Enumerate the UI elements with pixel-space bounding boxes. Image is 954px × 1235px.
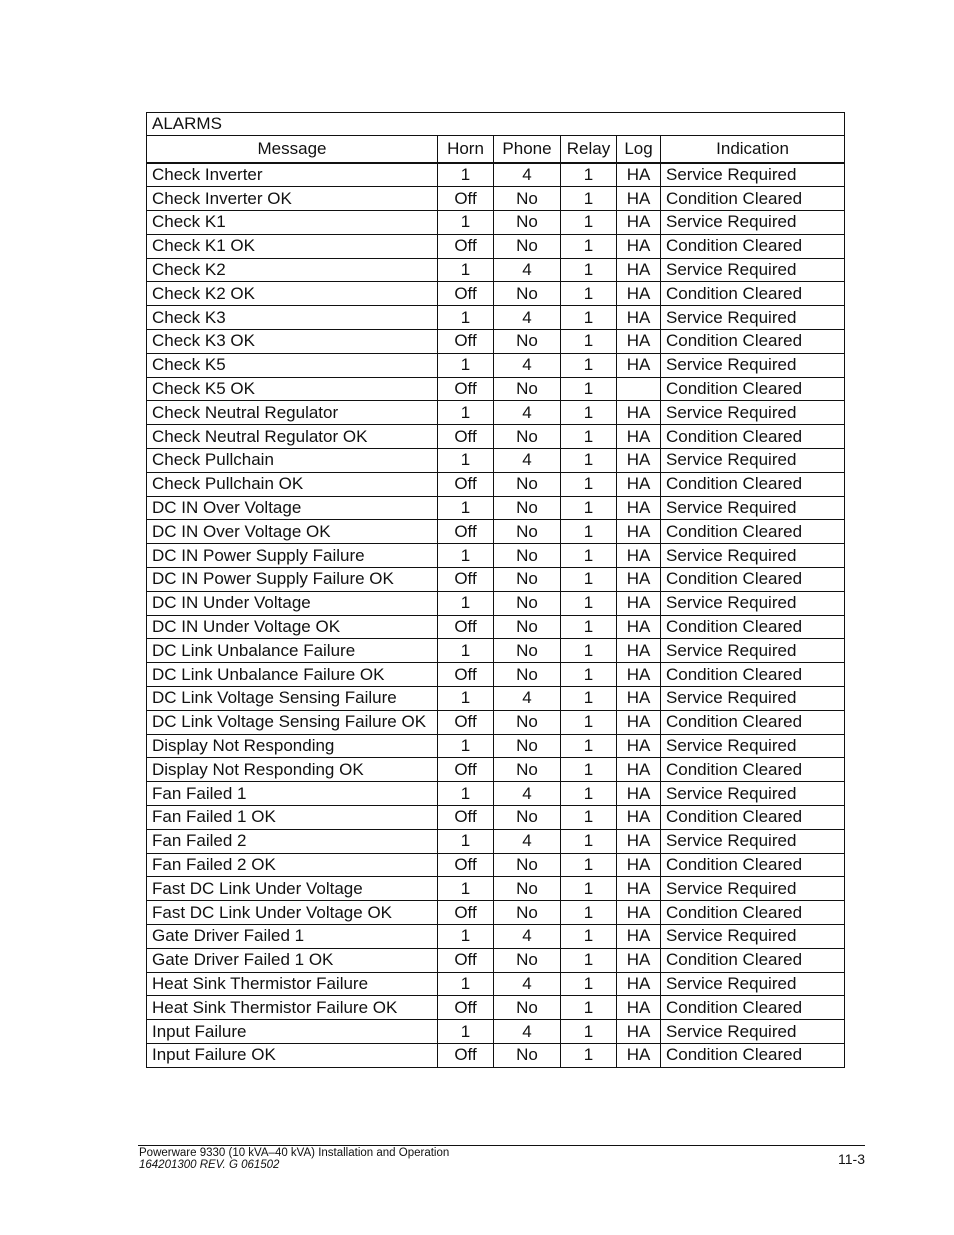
cell-horn: Off	[438, 520, 494, 544]
cell-message: Display Not Responding	[147, 734, 438, 758]
cell-indication: Condition Cleared	[661, 425, 845, 449]
table-row	[147, 734, 845, 758]
page-number: 11-3	[838, 1151, 865, 1167]
cell-horn: Off	[438, 1043, 494, 1067]
cell-indication: Service Required	[661, 1020, 845, 1044]
cell-log	[617, 377, 661, 401]
cell-relay: 1	[561, 687, 617, 711]
table-body	[147, 163, 845, 1067]
cell-horn: 1	[438, 353, 494, 377]
cell-log: HA	[617, 568, 661, 592]
cell-message: Check K1 OK	[147, 234, 438, 258]
cell-phone: No	[494, 710, 561, 734]
cell-indication: Service Required	[661, 591, 845, 615]
header-horn: Horn	[438, 136, 494, 164]
cell-log: HA	[617, 972, 661, 996]
cell-relay: 1	[561, 996, 617, 1020]
cell-horn: 1	[438, 211, 494, 235]
cell-phone: No	[494, 901, 561, 925]
cell-message: DC IN Over Voltage OK	[147, 520, 438, 544]
cell-log: HA	[617, 401, 661, 425]
cell-horn: 1	[438, 829, 494, 853]
cell-phone: No	[494, 568, 561, 592]
cell-log: HA	[617, 520, 661, 544]
cell-horn: Off	[438, 187, 494, 211]
table-row	[147, 758, 845, 782]
cell-indication: Condition Cleared	[661, 615, 845, 639]
table-row	[147, 520, 845, 544]
cell-message: Fast DC Link Under Voltage OK	[147, 901, 438, 925]
header-phone: Phone	[494, 136, 561, 164]
cell-phone: No	[494, 615, 561, 639]
cell-phone: No	[494, 948, 561, 972]
cell-phone: No	[494, 425, 561, 449]
cell-message: Check K2	[147, 258, 438, 282]
cell-phone: No	[494, 1043, 561, 1067]
cell-message: Check Pullchain	[147, 449, 438, 473]
cell-log: HA	[617, 877, 661, 901]
cell-phone: No	[494, 663, 561, 687]
cell-phone: No	[494, 758, 561, 782]
cell-horn: 1	[438, 925, 494, 949]
cell-message: Gate Driver Failed 1 OK	[147, 948, 438, 972]
cell-horn: 1	[438, 544, 494, 568]
table-row	[147, 1020, 845, 1044]
table-row	[147, 401, 845, 425]
cell-phone: No	[494, 639, 561, 663]
cell-indication: Service Required	[661, 449, 845, 473]
cell-phone: 4	[494, 258, 561, 282]
table-header-row	[147, 136, 845, 164]
cell-horn: 1	[438, 306, 494, 330]
cell-phone: No	[494, 520, 561, 544]
cell-log: HA	[617, 853, 661, 877]
cell-indication: Service Required	[661, 401, 845, 425]
cell-message: Check Neutral Regulator	[147, 401, 438, 425]
table-row	[147, 187, 845, 211]
cell-relay: 1	[561, 829, 617, 853]
header-relay: Relay	[561, 136, 617, 164]
cell-horn: Off	[438, 234, 494, 258]
cell-log: HA	[617, 829, 661, 853]
cell-message: Heat Sink Thermistor Failure OK	[147, 996, 438, 1020]
cell-message: DC IN Over Voltage	[147, 496, 438, 520]
table-row	[147, 948, 845, 972]
cell-phone: 4	[494, 401, 561, 425]
table-row	[147, 782, 845, 806]
cell-phone: No	[494, 853, 561, 877]
cell-phone: No	[494, 234, 561, 258]
cell-log: HA	[617, 996, 661, 1020]
cell-relay: 1	[561, 353, 617, 377]
cell-log: HA	[617, 187, 661, 211]
table-row	[147, 877, 845, 901]
cell-message: Input Failure	[147, 1020, 438, 1044]
cell-horn: 1	[438, 687, 494, 711]
cell-indication: Condition Cleared	[661, 710, 845, 734]
table-title: ALARMS	[147, 113, 845, 136]
table-row	[147, 972, 845, 996]
cell-horn: Off	[438, 996, 494, 1020]
table-row	[147, 472, 845, 496]
cell-phone: 4	[494, 449, 561, 473]
cell-phone: No	[494, 734, 561, 758]
table-row	[147, 615, 845, 639]
cell-phone: No	[494, 544, 561, 568]
cell-message: Check K5 OK	[147, 377, 438, 401]
cell-phone: No	[494, 472, 561, 496]
table-row	[147, 901, 845, 925]
cell-horn: Off	[438, 806, 494, 830]
cell-indication: Service Required	[661, 925, 845, 949]
cell-indication: Condition Cleared	[661, 853, 845, 877]
cell-horn: 1	[438, 163, 494, 187]
cell-indication: Service Required	[661, 829, 845, 853]
cell-log: HA	[617, 948, 661, 972]
cell-indication: Condition Cleared	[661, 996, 845, 1020]
footer-document-title: Powerware 9330 (10 kVA–40 kVA) Installation and Operation	[139, 1147, 450, 1159]
cell-phone: No	[494, 806, 561, 830]
cell-indication: Service Required	[661, 163, 845, 187]
cell-phone: No	[494, 996, 561, 1020]
alarms-table	[146, 112, 845, 1068]
cell-log: HA	[617, 687, 661, 711]
cell-indication: Condition Cleared	[661, 187, 845, 211]
cell-indication: Service Required	[661, 258, 845, 282]
table-row	[147, 829, 845, 853]
cell-log: HA	[617, 496, 661, 520]
cell-log: HA	[617, 330, 661, 354]
table-row	[147, 1043, 845, 1067]
cell-horn: 1	[438, 877, 494, 901]
table-row	[147, 353, 845, 377]
cell-message: Check K2 OK	[147, 282, 438, 306]
table-row	[147, 591, 845, 615]
cell-indication: Service Required	[661, 353, 845, 377]
cell-log: HA	[617, 306, 661, 330]
cell-relay: 1	[561, 853, 617, 877]
cell-phone: No	[494, 187, 561, 211]
cell-indication: Service Required	[661, 687, 845, 711]
cell-relay: 1	[561, 663, 617, 687]
cell-indication: Condition Cleared	[661, 520, 845, 544]
cell-message: Check K1	[147, 211, 438, 235]
cell-indication: Condition Cleared	[661, 901, 845, 925]
cell-indication: Service Required	[661, 972, 845, 996]
cell-log: HA	[617, 211, 661, 235]
table-row	[147, 377, 845, 401]
cell-log: HA	[617, 758, 661, 782]
cell-indication: Condition Cleared	[661, 234, 845, 258]
cell-indication: Service Required	[661, 782, 845, 806]
cell-message: Fan Failed 1	[147, 782, 438, 806]
cell-horn: Off	[438, 758, 494, 782]
cell-relay: 1	[561, 449, 617, 473]
cell-log: HA	[617, 282, 661, 306]
cell-log: HA	[617, 353, 661, 377]
cell-horn: 1	[438, 258, 494, 282]
cell-message: Fan Failed 1 OK	[147, 806, 438, 830]
cell-message: DC IN Under Voltage OK	[147, 615, 438, 639]
cell-log: HA	[617, 710, 661, 734]
cell-indication: Service Required	[661, 544, 845, 568]
cell-indication: Service Required	[661, 211, 845, 235]
cell-message: Check K5	[147, 353, 438, 377]
cell-phone: 4	[494, 163, 561, 187]
cell-phone: No	[494, 282, 561, 306]
cell-indication: Condition Cleared	[661, 282, 845, 306]
table-row	[147, 449, 845, 473]
cell-message: Fan Failed 2 OK	[147, 853, 438, 877]
cell-relay: 1	[561, 472, 617, 496]
table-row	[147, 544, 845, 568]
cell-phone: 4	[494, 829, 561, 853]
cell-relay: 1	[561, 901, 617, 925]
cell-relay: 1	[561, 187, 617, 211]
cell-horn: Off	[438, 710, 494, 734]
cell-log: HA	[617, 639, 661, 663]
cell-phone: 4	[494, 353, 561, 377]
cell-message: DC Link Voltage Sensing Failure OK	[147, 710, 438, 734]
cell-message: Check Neutral Regulator OK	[147, 425, 438, 449]
header-indication: Indication	[661, 136, 845, 164]
cell-relay: 1	[561, 591, 617, 615]
cell-indication: Condition Cleared	[661, 472, 845, 496]
cell-message: Heat Sink Thermistor Failure	[147, 972, 438, 996]
cell-phone: No	[494, 377, 561, 401]
table-row	[147, 925, 845, 949]
cell-relay: 1	[561, 782, 617, 806]
cell-relay: 1	[561, 377, 617, 401]
cell-horn: Off	[438, 853, 494, 877]
table-row	[147, 496, 845, 520]
cell-relay: 1	[561, 925, 617, 949]
cell-log: HA	[617, 901, 661, 925]
cell-phone: 4	[494, 306, 561, 330]
cell-message: DC IN Power Supply Failure OK	[147, 568, 438, 592]
table-row	[147, 639, 845, 663]
cell-horn: Off	[438, 568, 494, 592]
cell-message: Check K3 OK	[147, 330, 438, 354]
cell-phone: No	[494, 330, 561, 354]
cell-horn: Off	[438, 425, 494, 449]
table-row	[147, 163, 845, 187]
cell-message: DC IN Under Voltage	[147, 591, 438, 615]
cell-relay: 1	[561, 710, 617, 734]
table-row	[147, 568, 845, 592]
cell-message: Fast DC Link Under Voltage	[147, 877, 438, 901]
cell-indication: Service Required	[661, 306, 845, 330]
cell-phone: 4	[494, 1020, 561, 1044]
cell-phone: 4	[494, 925, 561, 949]
cell-horn: Off	[438, 472, 494, 496]
table-row	[147, 853, 845, 877]
cell-horn: 1	[438, 734, 494, 758]
cell-log: HA	[617, 258, 661, 282]
table-row	[147, 211, 845, 235]
cell-relay: 1	[561, 234, 617, 258]
table-row	[147, 996, 845, 1020]
cell-relay: 1	[561, 163, 617, 187]
table-row	[147, 663, 845, 687]
footer-divider	[138, 1145, 865, 1146]
cell-indication: Condition Cleared	[661, 568, 845, 592]
cell-message: DC Link Unbalance Failure	[147, 639, 438, 663]
cell-relay: 1	[561, 639, 617, 663]
cell-horn: 1	[438, 639, 494, 663]
header-log: Log	[617, 136, 661, 164]
cell-relay: 1	[561, 1020, 617, 1044]
cell-phone: 4	[494, 782, 561, 806]
cell-relay: 1	[561, 496, 617, 520]
header-message: Message	[147, 136, 438, 164]
cell-phone: No	[494, 211, 561, 235]
cell-relay: 1	[561, 258, 617, 282]
cell-log: HA	[617, 663, 661, 687]
cell-log: HA	[617, 782, 661, 806]
cell-log: HA	[617, 925, 661, 949]
cell-indication: Condition Cleared	[661, 377, 845, 401]
cell-relay: 1	[561, 972, 617, 996]
cell-phone: 4	[494, 687, 561, 711]
cell-message: Fan Failed 2	[147, 829, 438, 853]
cell-message: Gate Driver Failed 1	[147, 925, 438, 949]
cell-indication: Condition Cleared	[661, 948, 845, 972]
cell-relay: 1	[561, 948, 617, 972]
cell-indication: Condition Cleared	[661, 806, 845, 830]
cell-message: Display Not Responding OK	[147, 758, 438, 782]
cell-horn: Off	[438, 663, 494, 687]
cell-indication: Condition Cleared	[661, 663, 845, 687]
cell-horn: Off	[438, 330, 494, 354]
table-row	[147, 806, 845, 830]
table-title-row	[147, 113, 845, 136]
cell-horn: Off	[438, 282, 494, 306]
cell-phone: No	[494, 877, 561, 901]
cell-message: Check K3	[147, 306, 438, 330]
cell-log: HA	[617, 449, 661, 473]
cell-log: HA	[617, 425, 661, 449]
cell-indication: Condition Cleared	[661, 330, 845, 354]
cell-message: Check Inverter OK	[147, 187, 438, 211]
cell-phone: 4	[494, 972, 561, 996]
cell-phone: No	[494, 591, 561, 615]
cell-horn: 1	[438, 449, 494, 473]
cell-horn: Off	[438, 948, 494, 972]
cell-log: HA	[617, 591, 661, 615]
cell-relay: 1	[561, 544, 617, 568]
cell-relay: 1	[561, 211, 617, 235]
cell-horn: 1	[438, 782, 494, 806]
table-row	[147, 687, 845, 711]
cell-message: DC Link Unbalance Failure OK	[147, 663, 438, 687]
cell-horn: Off	[438, 615, 494, 639]
cell-message: DC IN Power Supply Failure	[147, 544, 438, 568]
cell-indication: Service Required	[661, 496, 845, 520]
table-row	[147, 710, 845, 734]
table-row	[147, 234, 845, 258]
cell-relay: 1	[561, 330, 617, 354]
table-row	[147, 258, 845, 282]
cell-relay: 1	[561, 425, 617, 449]
cell-relay: 1	[561, 282, 617, 306]
table-row	[147, 425, 845, 449]
cell-relay: 1	[561, 806, 617, 830]
cell-relay: 1	[561, 568, 617, 592]
cell-relay: 1	[561, 734, 617, 758]
cell-log: HA	[617, 1020, 661, 1044]
cell-phone: No	[494, 496, 561, 520]
cell-log: HA	[617, 806, 661, 830]
cell-message: DC Link Voltage Sensing Failure	[147, 687, 438, 711]
cell-horn: 1	[438, 401, 494, 425]
cell-relay: 1	[561, 1043, 617, 1067]
cell-horn: Off	[438, 377, 494, 401]
cell-horn: 1	[438, 972, 494, 996]
cell-relay: 1	[561, 758, 617, 782]
cell-horn: Off	[438, 901, 494, 925]
cell-log: HA	[617, 472, 661, 496]
cell-log: HA	[617, 615, 661, 639]
cell-horn: 1	[438, 591, 494, 615]
cell-indication: Service Required	[661, 734, 845, 758]
cell-indication: Service Required	[661, 877, 845, 901]
table-row	[147, 282, 845, 306]
cell-indication: Condition Cleared	[661, 1043, 845, 1067]
cell-log: HA	[617, 544, 661, 568]
cell-message: Check Pullchain OK	[147, 472, 438, 496]
cell-log: HA	[617, 1043, 661, 1067]
cell-relay: 1	[561, 615, 617, 639]
cell-message: Check Inverter	[147, 163, 438, 187]
table-row	[147, 330, 845, 354]
cell-message: Input Failure OK	[147, 1043, 438, 1067]
cell-relay: 1	[561, 520, 617, 544]
cell-log: HA	[617, 163, 661, 187]
cell-relay: 1	[561, 306, 617, 330]
footer-document-revision: 164201300 REV. G 061502	[139, 1159, 280, 1171]
cell-log: HA	[617, 734, 661, 758]
cell-relay: 1	[561, 401, 617, 425]
cell-log: HA	[617, 234, 661, 258]
cell-indication: Service Required	[661, 639, 845, 663]
cell-horn: 1	[438, 1020, 494, 1044]
cell-horn: 1	[438, 496, 494, 520]
table-row	[147, 306, 845, 330]
cell-indication: Condition Cleared	[661, 758, 845, 782]
cell-relay: 1	[561, 877, 617, 901]
